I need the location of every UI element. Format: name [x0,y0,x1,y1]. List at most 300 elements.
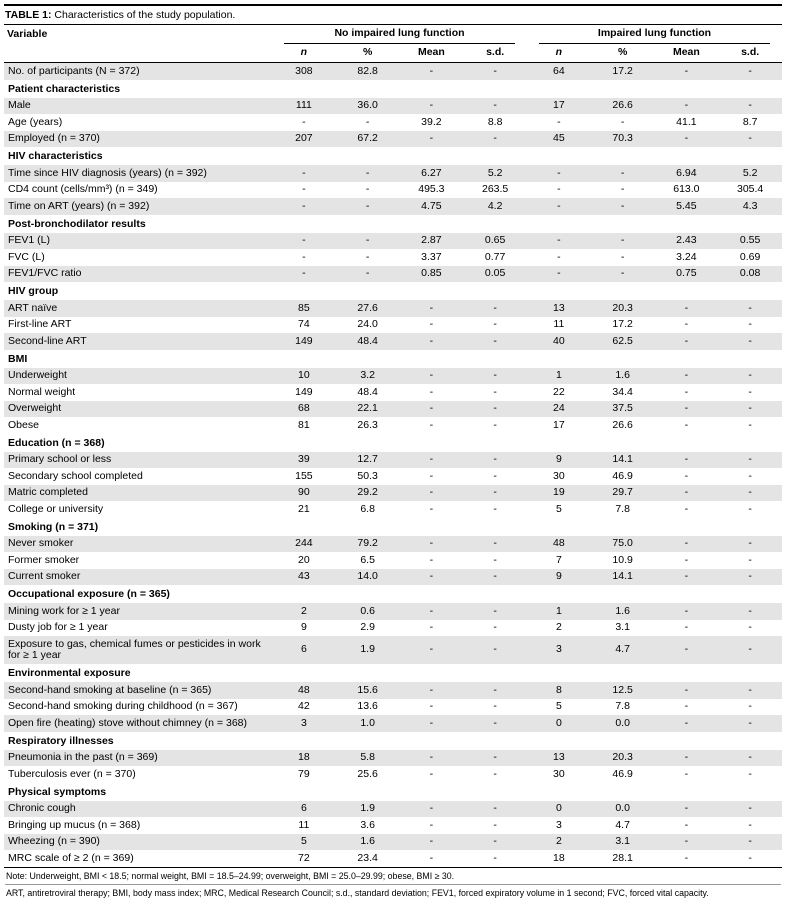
cell-g2-pct: 28.1 [591,850,655,867]
cell-g1-sd: - [493,818,497,831]
cell-g1-pct: 22.1 [357,402,378,414]
cell-g2-sd: - [748,301,752,314]
cell-g1-pct: 5.8 [360,751,375,763]
cell-g2-mean: - [684,132,689,144]
cell-g1-pct: 29.2 [357,486,378,498]
section-row [4,80,782,98]
cell-g1-pct: 3.6 [360,818,375,831]
cell-g1-pct: - [365,234,370,246]
cell-g1-pct: 36.0 [357,99,378,111]
cell-g1-sd: - [463,850,527,867]
cell-g1-sd: - [493,99,497,111]
row-label: Age (years) [8,115,63,128]
column-subheader-g1-sd: s.d. [463,44,527,63]
cell-g2-n: 0 [555,716,562,729]
cell-g2-sd: - [748,469,752,482]
column-subheader-g1-n: n [272,44,336,63]
row-label: Chronic cough [8,802,76,814]
table-row [4,485,782,502]
cell-g2-sd: - [748,369,752,381]
cell-g2-pct: 17.2 [612,318,633,330]
cell-g1-n: 18 [298,751,310,763]
row-label: No. of participants (N = 372) [8,64,140,77]
row-label: Underweight [8,369,67,381]
cell-g2-sd: 4.3 [742,199,758,212]
cell-g2-mean: 613.0 [673,183,700,195]
cell-g2-mean: - [655,850,719,867]
table-row [4,266,782,283]
section-label: Physical symptoms [8,785,107,798]
cell-g2-pct: 0.0 [615,716,630,729]
section-row [4,147,782,165]
cell-g2-n: 48 [553,537,565,549]
cell-g1-mean: - [429,700,434,712]
cell-g2-mean: - [684,369,689,381]
cell-g1-sd: - [493,643,497,656]
section-label: Patient characteristics [8,82,121,95]
cell-g1-mean: - [429,369,434,381]
cell-g2-pct: 10.9 [612,553,633,566]
section-label: Respiratory illnesses [8,734,114,747]
cell-g2-pct: 20.3 [612,301,633,314]
cell-g1-sd: 0.65 [484,234,506,246]
cell-g1-mean: - [429,751,434,763]
table-row [4,63,782,80]
cell-g2-mean: 2.43 [676,234,697,246]
cell-g1-sd: - [493,683,497,696]
section-row [4,434,782,452]
cell-g2-n: 2 [555,621,562,633]
table-row [4,249,782,266]
cell-g2-mean: - [684,318,689,330]
cell-g1-n: 155 [295,469,313,482]
cell-g2-pct: 7.8 [615,700,630,712]
row-label: Secondary school completed [8,469,143,482]
cell-g1-pct: 48.4 [357,334,378,347]
cell-g1-n: - [302,115,306,128]
cell-g2-sd: - [748,418,752,431]
section-row [4,518,782,536]
cell-g1-sd: - [493,402,497,414]
cell-g1-sd: 8.8 [487,115,503,128]
cell-g1-pct: - [365,199,370,212]
cell-g2-mean: - [684,537,689,549]
cell-g1-sd: - [493,700,497,712]
cell-g1-pct: 14.0 [357,570,378,582]
cell-g1-pct: 3.2 [360,369,375,381]
cell-g1-pct: 24.0 [357,318,378,330]
cell-g2-sd: - [748,132,752,144]
cell-g1-n: 149 [295,385,313,398]
cell-g1-n: 2 [300,604,307,617]
cell-g2-pct: 26.6 [612,99,633,111]
cell-g1-n: 6 [300,643,307,656]
table-header [4,25,782,63]
cell-g1-n: 39 [298,453,310,465]
column-group-impaired [527,25,782,44]
cell-g1-pct: - [365,166,370,179]
cell-g2-mean: 0.75 [676,267,697,279]
cell-g1-pct: 23.4 [336,850,400,867]
cell-g1-pct: 27.6 [357,301,378,314]
cell-g2-n: 24 [553,402,565,414]
cell-g1-mean: - [429,716,434,729]
cell-g2-n: 17 [553,99,565,111]
cell-g1-n: 81 [298,418,310,431]
cell-g2-sd: - [748,604,752,617]
cell-g2-pct: - [620,166,625,179]
cell-g1-mean: - [429,818,434,831]
cell-g1-mean: - [429,683,434,696]
cell-g2-pct: 34.4 [612,385,633,398]
cell-g1-n: - [302,199,306,212]
cell-g1-mean: - [429,301,434,314]
cell-g1-mean: - [429,643,434,656]
row-label: Tuberculosis ever (n = 370) [8,767,136,780]
cell-g1-sd: 263.5 [481,183,509,195]
table-title-text: Characteristics of the study population. [54,9,236,21]
table-row [4,750,782,767]
cell-g2-n: 1 [555,369,562,381]
cell-g1-mean: - [429,621,434,633]
row-label: Second-line ART [8,334,87,347]
row-label: Never smoker [8,537,74,549]
row-label: Second-hand smoking at baseline (n = 365) [8,683,212,696]
column-group-impaired-label: Impaired lung function [539,28,770,44]
cell-g2-mean: - [684,469,689,482]
cell-g1-sd: - [493,334,497,347]
cell-g1-n: - [302,250,306,263]
cell-g1-n: 42 [298,700,310,712]
cell-g2-pct: 7.8 [615,502,630,515]
row-label: Dusty job for ≥ 1 year [8,621,108,633]
cell-g2-sd: 0.08 [739,267,761,279]
cell-g2-pct: 3.1 [615,835,630,847]
cell-g1-sd: - [493,802,497,814]
cell-g2-mean: - [684,570,689,582]
cell-g2-sd: 305.4 [736,183,764,195]
cell-g1-pct: 1.6 [360,835,375,847]
column-group-no-impaired [272,25,527,44]
cell-g1-pct: 1.9 [360,802,375,814]
cell-g1-n: 5 [300,835,307,847]
cell-g1-mean: - [429,334,434,347]
cell-g2-sd: - [748,553,752,566]
cell-g2-pct: 70.3 [612,132,633,144]
table-row [4,198,782,215]
table-row [4,715,782,732]
cell-g2-n: - [557,183,561,195]
cell-g1-pct: 25.6 [357,767,378,780]
cell-g2-pct: - [620,267,625,279]
section-label: HIV characteristics [8,150,103,162]
row-label: Primary school or less [8,453,112,465]
cell-g2-pct: 37.5 [612,402,633,414]
table-row [4,766,782,783]
cell-g1-pct: 12.7 [357,453,378,465]
cell-g1-mean: - [429,802,434,814]
column-subheader-g2-mean: Mean [655,44,719,63]
cell-g2-sd: - [748,802,752,814]
cell-g2-pct: 26.6 [612,418,633,431]
table-row [4,333,782,350]
cell-g2-n: - [557,267,561,279]
table-row [4,131,782,148]
cell-g2-mean: - [684,99,689,111]
cell-g1-n: 149 [295,334,313,347]
cell-g2-mean: - [684,502,689,515]
table-row [4,98,782,115]
row-label: FVC (L) [8,250,45,263]
cell-g1-sd: 0.77 [484,250,506,263]
cell-g2-sd: 0.55 [739,234,761,246]
cell-g2-sd: - [748,537,752,549]
cell-g1-n: 20 [298,553,310,566]
cell-g1-n: 68 [298,402,310,414]
cell-g1-pct: 26.3 [357,418,378,431]
row-label: Pneumonia in the past (n = 369) [8,751,158,763]
column-subheader-g2-sd: s.d. [718,44,782,63]
cell-g2-n: 5 [555,700,562,712]
cell-g2-n: 1 [555,604,562,617]
table-row [4,182,782,199]
cell-g2-sd: - [748,570,752,582]
section-row [4,732,782,750]
cell-g2-n: 0 [555,802,562,814]
cell-g1-n: 111 [295,99,312,111]
table-row [4,233,782,250]
cell-g1-n: 207 [295,132,313,144]
cell-g2-n: - [557,199,561,212]
cell-g2-n: 13 [553,751,565,763]
cell-g1-sd: - [493,369,497,381]
cell-g2-pct: - [620,115,625,128]
cell-g1-n: 244 [295,537,313,549]
cell-g2-mean: - [684,767,689,780]
cell-g2-n: - [557,166,561,179]
row-label: Time on ART (years) (n = 392) [8,199,150,212]
cell-g2-sd: - [748,402,752,414]
cell-g2-mean: - [684,835,689,847]
table-row [4,552,782,569]
table-row [4,368,782,385]
cell-g2-sd: - [748,334,752,347]
cell-g2-sd: - [748,716,752,729]
cell-g1-sd: - [493,132,497,144]
table-row [4,834,782,851]
cell-g2-pct: 75.0 [612,537,633,549]
cell-g2-mean: - [684,453,689,465]
cell-g2-pct: 17.2 [612,64,633,77]
cell-g1-sd: - [493,537,497,549]
cell-g2-mean: - [684,64,689,77]
row-label: Obese [8,418,39,431]
cell-g2-mean: 3.24 [676,250,697,263]
cell-g1-pct: 50.3 [357,469,378,482]
cell-g2-mean: - [684,604,689,617]
row-label: First-line ART [8,318,72,330]
cell-g1-mean: - [429,604,434,617]
section-row [4,664,782,682]
cell-g2-pct: - [620,250,625,263]
cell-g2-mean: - [684,418,689,431]
row-label: Mining work for ≥ 1 year [8,604,120,617]
cell-g1-sd: - [493,301,497,314]
cell-g2-pct: - [620,234,625,246]
cell-g2-sd: - [748,835,752,847]
cell-g2-pct: 1.6 [615,369,630,381]
table-row [4,817,782,834]
cell-g1-n: - [302,267,306,279]
table-row [4,384,782,401]
row-label: FEV1/FVC ratio [8,267,82,279]
cell-g2-pct: 4.7 [615,643,630,656]
cell-g1-pct: 1.9 [360,643,375,656]
cell-g2-mean: - [684,553,689,566]
cell-g1-pct: 0.6 [360,604,375,617]
section-row [4,783,782,801]
row-label: Open fire (heating) stove without chimney (n = 368) [8,716,247,729]
cell-g2-sd: - [748,486,752,498]
cell-g1-n: 48 [298,683,310,696]
footnotes [4,868,782,902]
cell-g1-n: 72 [272,850,336,867]
cell-g2-sd: - [748,818,752,831]
column-group-no-impaired-label: No impaired lung function [284,28,515,44]
cell-g2-n: 30 [553,767,565,780]
cell-g2-mean: - [684,402,689,414]
cell-g1-sd: - [493,385,497,398]
cell-g2-sd: 0.69 [739,250,761,263]
cell-g1-mean: - [429,469,434,482]
table-row [4,850,782,867]
cell-g2-pct: 4.7 [615,818,630,831]
row-label: Matric completed [8,486,88,498]
cell-g1-n: 79 [298,767,310,780]
cell-g1-n: 74 [298,318,310,330]
cell-g1-mean: 0.85 [421,267,442,279]
table-row [4,620,782,637]
cell-g2-pct: - [620,183,625,195]
cell-g1-pct: 6.5 [360,553,375,566]
cell-g1-pct: 2.9 [360,621,375,633]
cell-g2-n: 22 [553,385,565,398]
row-label: ART naïve [8,301,58,314]
row-label: College or university [8,502,104,515]
cell-g1-mean: - [429,486,434,498]
cell-g1-sd: - [493,553,497,566]
cell-g2-sd: - [748,683,752,696]
table-row [4,114,782,131]
table-title-prefix: TABLE 1: [5,9,52,21]
cell-g1-sd: - [493,716,497,729]
cell-g1-n: 85 [298,301,310,314]
cell-g2-pct: 62.5 [612,334,633,347]
row-label: Second-hand smoking during childhood (n = 367) [8,700,238,712]
table-row [4,636,782,664]
cell-g2-mean: - [684,621,689,633]
cell-g1-mean: - [429,502,434,515]
table-row [4,468,782,485]
cell-g2-mean: 5.45 [676,199,697,212]
table-title [4,4,782,24]
cell-g2-n: 19 [553,486,565,498]
cell-g2-n: 2 [555,835,562,847]
cell-g1-sd: 0.05 [484,267,506,279]
table-row [4,569,782,586]
cell-g2-n: 7 [555,553,562,566]
cell-g2-mean: - [684,683,689,696]
cell-g1-mean: - [429,318,434,330]
cell-g1-mean: - [429,99,434,111]
row-label: Wheezing (n = 390) [8,835,100,847]
cell-g2-pct: 46.9 [612,469,633,482]
cell-g2-n: 9 [555,453,562,465]
cell-g2-mean: - [684,301,689,314]
cell-g1-pct: - [365,115,370,128]
cell-g2-n: 13 [553,301,565,314]
cell-g2-pct: 12.5 [612,683,633,696]
section-label: HIV group [8,285,59,297]
cell-g1-mean: - [429,537,434,549]
row-label: Time since HIV diagnosis (years) (n = 392) [8,166,207,179]
table-row [4,300,782,317]
cell-g1-n: 21 [298,502,310,515]
cell-g2-n: 18 [527,850,591,867]
cell-g2-sd: - [748,643,752,656]
cell-g1-sd: - [493,621,497,633]
cell-g1-pct: - [365,267,370,279]
cell-g1-n: - [302,234,306,246]
cell-g1-mean: - [429,402,434,414]
section-label: Environmental exposure [8,667,131,679]
column-subheader-g2-pct: % [591,44,655,63]
cell-g2-mean: 6.94 [676,166,697,179]
section-label: Education (n = 368) [8,436,105,449]
cell-g1-n: 6 [300,802,307,814]
cell-g1-pct: 82.8 [357,64,378,77]
cell-g2-sd: - [748,453,752,465]
cell-g1-n: 308 [295,64,313,77]
cell-g2-sd: - [748,318,752,330]
cell-g1-pct: 1.0 [360,716,375,729]
cell-g1-pct: 15.6 [357,683,378,696]
cell-g2-sd: - [748,767,752,780]
table-row [4,501,782,518]
cell-g1-sd: - [493,835,497,847]
cell-g1-sd: - [493,418,497,431]
cell-g1-mean: - [400,850,464,867]
cell-g2-mean: - [684,643,689,656]
column-subheader-g1-pct: % [336,44,400,63]
cell-g1-mean: 6.27 [421,166,442,179]
cell-g2-sd: - [748,700,752,712]
cell-g1-sd: 4.2 [487,199,503,212]
cell-g2-pct: 1.6 [615,604,630,617]
cell-g2-n: 3 [555,818,562,831]
cell-g1-sd: - [493,502,497,515]
cell-g1-mean: 4.75 [421,199,442,212]
cell-g1-pct: 48.4 [357,385,378,398]
cell-g1-mean: 2.87 [421,234,442,246]
cell-g1-mean: - [429,553,434,566]
table-row [4,165,782,182]
section-row [4,282,782,300]
cell-g1-pct: 79.2 [357,537,378,549]
cell-g1-mean: 39.2 [421,115,442,128]
cell-g2-n: 64 [553,64,565,77]
table-row [4,401,782,418]
